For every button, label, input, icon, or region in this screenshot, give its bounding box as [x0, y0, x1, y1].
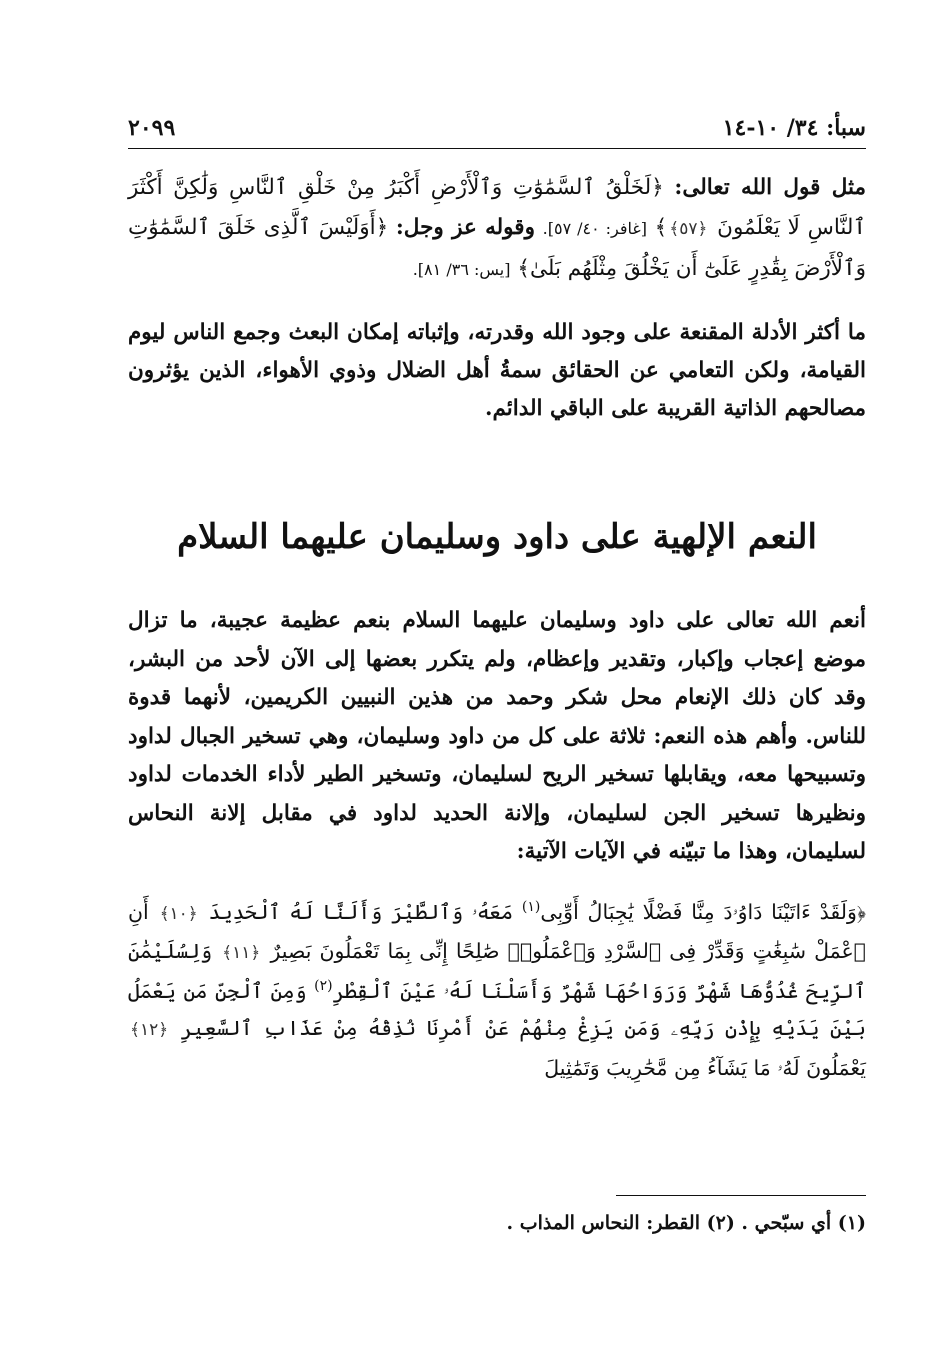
commentary-paragraph: ما أكثر الأدلة المقنعة على وجود الله وقدرته، وإثباته إمكان البعث وجمع الناس ليوم القيامة، ولكن التعامي عن الحقائق سمةُ أهل الضلال وذوي الأهواء، الذين يؤثرون مصالحهم الذاتية القريبة على الباقي الدائم.	[128, 320, 866, 421]
intro-paragraph	[128, 168, 866, 290]
intro-verse-1-ref: [غافر: ٤٠/ ٥٧].	[542, 219, 647, 238]
page-number: ٢٠٩٩	[128, 115, 176, 141]
verse-part-2: مَعَهُۥ وَٱلطَّيْرَ وَأَلَنَّا لَهُ ٱلْحَدِيدَ	[208, 899, 514, 924]
footnotes: (١) أي سبّحي . (٢) القطر: النحاس المذاب .	[506, 1212, 866, 1234]
verse-part-6: يَعْمَلُونَ لَهُۥ مَا يَشَآءُ مِن مَّحَٰرِيبَ وَتَمَٰثِيلَ	[544, 1055, 866, 1080]
footnote-divider	[616, 1195, 866, 1196]
verse-close-bracket-2: ﴾	[517, 256, 530, 281]
intro-middle: وقوله عز وجل:	[395, 215, 535, 240]
running-header	[128, 108, 866, 149]
verse-part-4: وَلِسُلَيْمَٰنَ ٱلرِّيحَ غُدُوُّهَا شَهْرٌ وَرَوَاحُهَا شَهْرٌ وَأَسَلْنَا لَهُۥ عَيْنَ ٱلْقِطْرِ	[128, 939, 866, 1003]
section-title: النعم الإلهية على داود وسليمان عليهما السلام	[177, 517, 817, 557]
verse-part-5: وَمِنَ ٱلْجِنِّ مَن يَعْمَلُ بَيْنَ يَدَيْهِ بِإِذْنِ رَبِّهِۦ وَمَن يَزِغْ مِنْهُمْ عَنْ أَمْرِنَا نُذِقْهُ مِنْ عَذَابِ ٱلسَّعِيرِ	[128, 978, 866, 1040]
intro-verse-2-ref: [يس: ٣٦/ ٨١].	[412, 260, 511, 279]
section-paragraph: أنعم الله تعالى على داود وسليمان عليهما السلام بنعم عظيمة عجيبة، ما تزال موضع إعجاب وإكبار، وتقدير وإعظام، ولم يتكرر بعضها إلى الآن لأحد من البشر، وقد كان ذلك الإنعام محل شكر وحمد من هذين النبيين الكريمين، لأنهما قدوة للناس. وأهم هذه النعم: ثلاثة على كل من داود وسليمان، وهي تسخير الجبال لداود وتسبيحها معه، ويقابلها تسخير الريح لسليمان، وتسخير الطير لأداء الخدمات لداود ونظيرها تسخير الجن لسليمان، وإلانة الحديد لداود في مقابل إلانة النحاس لسليمان، وهذا ما تبيّنه في الآيات الآتية:	[128, 608, 866, 864]
intro-lead: مثل قول الله تعالى:	[674, 175, 866, 200]
quran-verses	[128, 894, 866, 1088]
ayah-number-12: ﴿١٢﴾	[130, 1020, 169, 1040]
footnote-ref-1: (١)	[521, 898, 541, 915]
page-content	[128, 168, 866, 1087]
ayah-number-11: ﴿١١﴾	[222, 943, 261, 963]
surah-reference: سبأ: ٣٤/ ١٠-١٤	[722, 115, 866, 141]
footnote-ref-2: (٢)	[314, 977, 333, 994]
ayah-number-10: ﴿١٠﴾	[159, 903, 198, 924]
verse-open-bracket: ﴿	[651, 175, 664, 200]
ayah-number-57: ﴿٥٧﴾	[669, 219, 708, 239]
verse-open-bracket-2: ﴿	[375, 215, 389, 240]
intro-verse-1: لَخَلْقُ ٱلسَّمَٰوَٰتِ وَٱلْأَرْضِ أَكْبَرُ مِنْ خَلْقِ ٱلنَّاسِ وَلَٰكِنَّ أَكْثَرَ ٱلنَّاسِ لَا يَعْلَمُونَ	[128, 175, 867, 240]
verses-open-bracket: ﴿	[856, 899, 866, 924]
verse-close-bracket: ﴾	[654, 215, 668, 240]
verse-part-1: وَلَقَدْ ءَاتَيْنَا دَاوُۥدَ مِنَّا فَضْلًا يَٰجِبَالُ أَوِّبِى	[540, 899, 857, 924]
intro-verse-2: أَوَلَيْسَ ٱلَّذِى خَلَقَ ٱلسَّمَٰوَٰتِ وَٱلْأَرْضَ بِقَٰدِرٍ عَلَىٰٓ أَن يَخْلُقَ مِثْلَهُم بَلَىٰ	[128, 215, 866, 281]
verse-part-3: أَنِ ٱعْمَلْ سَٰبِغَٰتٍ وَقَدِّرْ فِى ٱلسَّرْدِ وَٱعْمَلُوا۟ صَٰلِحًا إِنِّى بِمَا تَعْمَلُونَ بَصِيرٌ	[128, 899, 866, 963]
